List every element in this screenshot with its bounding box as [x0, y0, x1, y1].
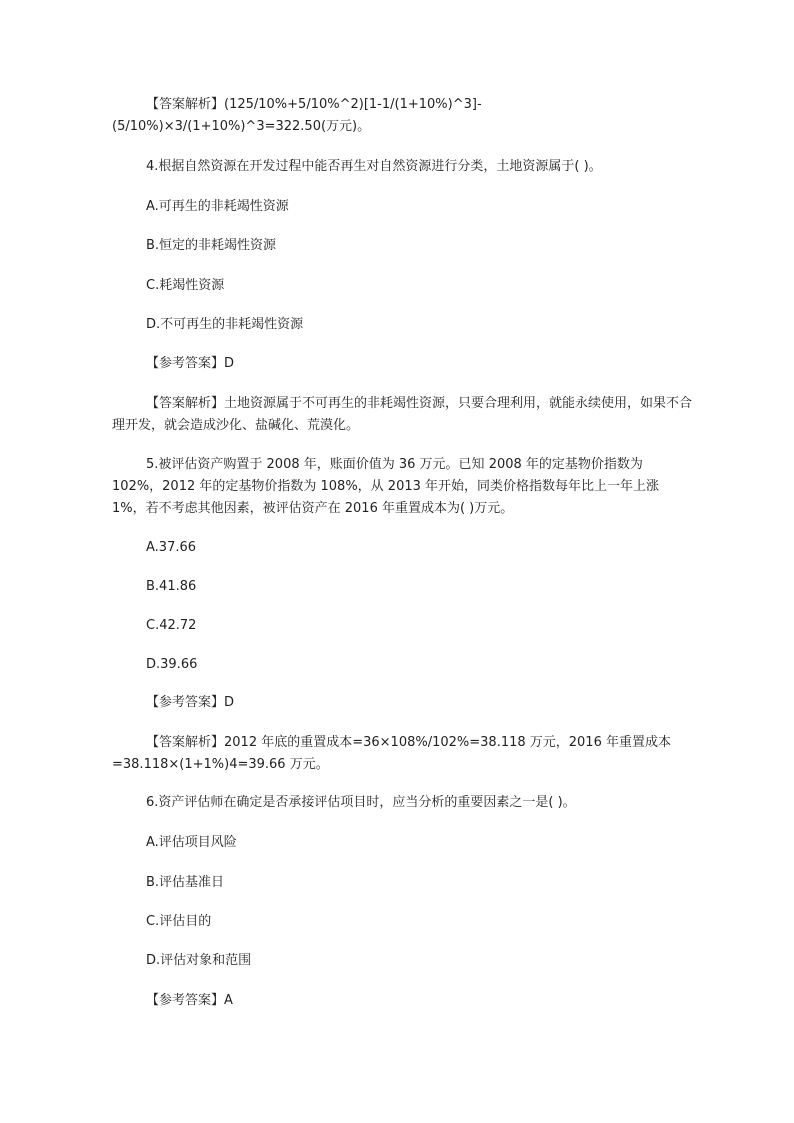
question-6: 6.资产评估师在确定是否承接评估项目时，应当分析的重要因素之一是( )。 [146, 795, 576, 810]
question-4-option-d: D.不可再生的非耗竭性资源 [146, 317, 304, 332]
question-5: 5.被评估资产购置于 2008 年，账面价值为 36 万元。已知 2008 年的定基物价指数为 102%，2012 年的定基物价指数为 108%，从 2013 年开始，同类价格指数每年比上一年上涨 1%，若不考虑其他因素，被评估资产在 2016 年重置成本为( )万元。 [112, 457, 660, 516]
question-6-option-d: D.评估对象和范围 [146, 953, 252, 968]
question-5-option-a: A.37.66 [146, 540, 197, 555]
question-5-option-d: D.39.66 [146, 657, 198, 672]
question-5-explanation: 【答案解析】2012 年底的重置成本=36×108%/102%=38.118 万元，2016 年重置成本=38.118×(1+1%)4=39.66 万元。 [112, 735, 671, 772]
question-4-option-c: C.耗竭性资源 [146, 278, 225, 293]
question-6-option-b: B.评估基准日 [146, 875, 225, 890]
answer-explanation-q3: 【答案解析】(125/10%+5/10%^2)[1-1/(1+10%)^3]-(5/10%)×3/(1+10%)^3=322.50(万元)。 [112, 97, 482, 134]
question-5-option-b: B.41.86 [146, 579, 197, 594]
question-4-answer: 【参考答案】D [146, 356, 235, 371]
question-4-option-b: B.恒定的非耗竭性资源 [146, 238, 277, 253]
question-4-option-a: A.可再生的非耗竭性资源 [146, 199, 289, 214]
question-5-answer: 【参考答案】D [146, 695, 235, 710]
question-6-option-c: C.评估目的 [146, 914, 212, 929]
question-6-option-a: A.评估项目风险 [146, 835, 237, 850]
question-4-explanation: 【答案解析】土地资源属于不可再生的非耗竭性资源，只要合理利用，就能永续使用，如果不合理开发，就会造成沙化、盐碱化、荒漠化。 [112, 396, 693, 433]
question-4: 4.根据自然资源在开发过程中能否再生对自然资源进行分类，土地资源属于( )。 [146, 159, 602, 174]
question-6-answer: 【参考答案】A [146, 993, 233, 1008]
question-5-option-c: C.42.72 [146, 618, 197, 633]
